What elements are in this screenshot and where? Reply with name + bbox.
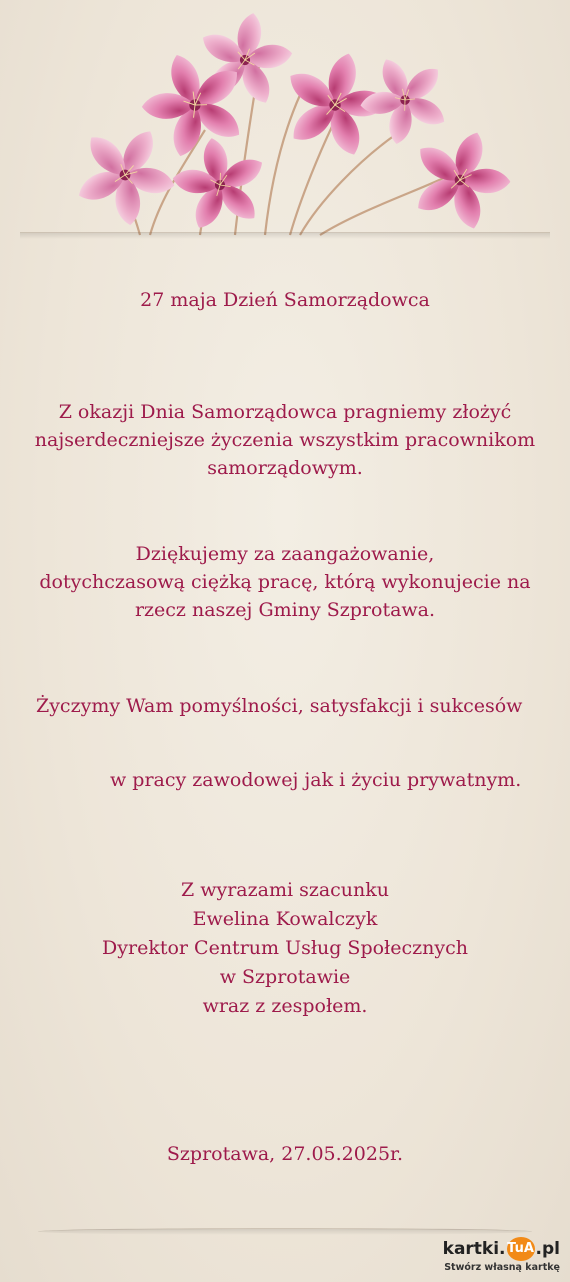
- kartki-logo[interactable]: [442, 1236, 564, 1278]
- wish-line-2: w pracy zawodowej jak i życiu prywatnym.: [110, 769, 522, 791]
- text-line: Dziękujemy za zaangażowanie,: [135, 543, 435, 565]
- paragraph-thanks: [0, 540, 570, 624]
- logo-text-kartki: kartki.: [442, 1239, 506, 1259]
- place-date: Szprotawa, 27.05.2025r.: [166, 1143, 404, 1165]
- signature-line: Ewelina Kowalczyk: [192, 908, 378, 930]
- flower-illustration: [0, 0, 570, 270]
- text-line: rzecz naszej Gminy Szprotawa.: [134, 599, 436, 621]
- wish-line-1: Życzymy Wam pomyślności, satysfakcji i sukcesów: [36, 695, 523, 717]
- pocket-divider: [20, 232, 550, 239]
- signature-line: w Szprotawie: [219, 966, 351, 988]
- signature-line: Dyrektor Centrum Usług Społecznych: [102, 937, 468, 959]
- logo-badge-icon: TuA: [507, 1237, 535, 1261]
- text-line: dotychczasową ciężką pracę, którą wykonujecie na: [39, 571, 531, 593]
- text-line: samorządowym.: [207, 457, 363, 479]
- signature-line: Z wyrazami szacunku: [180, 879, 390, 901]
- paragraph-greeting: [0, 398, 570, 482]
- logo-tagline: Stwórz własną kartkę: [444, 1262, 560, 1273]
- text-line: najserdeczniejsze życzenia wszystkim pracownikom: [34, 429, 536, 451]
- text-line: Z okazji Dnia Samorządowca pragniemy złożyć: [58, 401, 512, 423]
- card-title: 27 maja Dzień Samorządowca: [140, 289, 430, 311]
- signature-block: [0, 876, 570, 1021]
- bottom-divider: [38, 1228, 532, 1235]
- signature-line: wraz z zespołem.: [202, 995, 368, 1017]
- logo-wordmark: [443, 1236, 560, 1262]
- logo-text-pl: .pl: [535, 1239, 560, 1259]
